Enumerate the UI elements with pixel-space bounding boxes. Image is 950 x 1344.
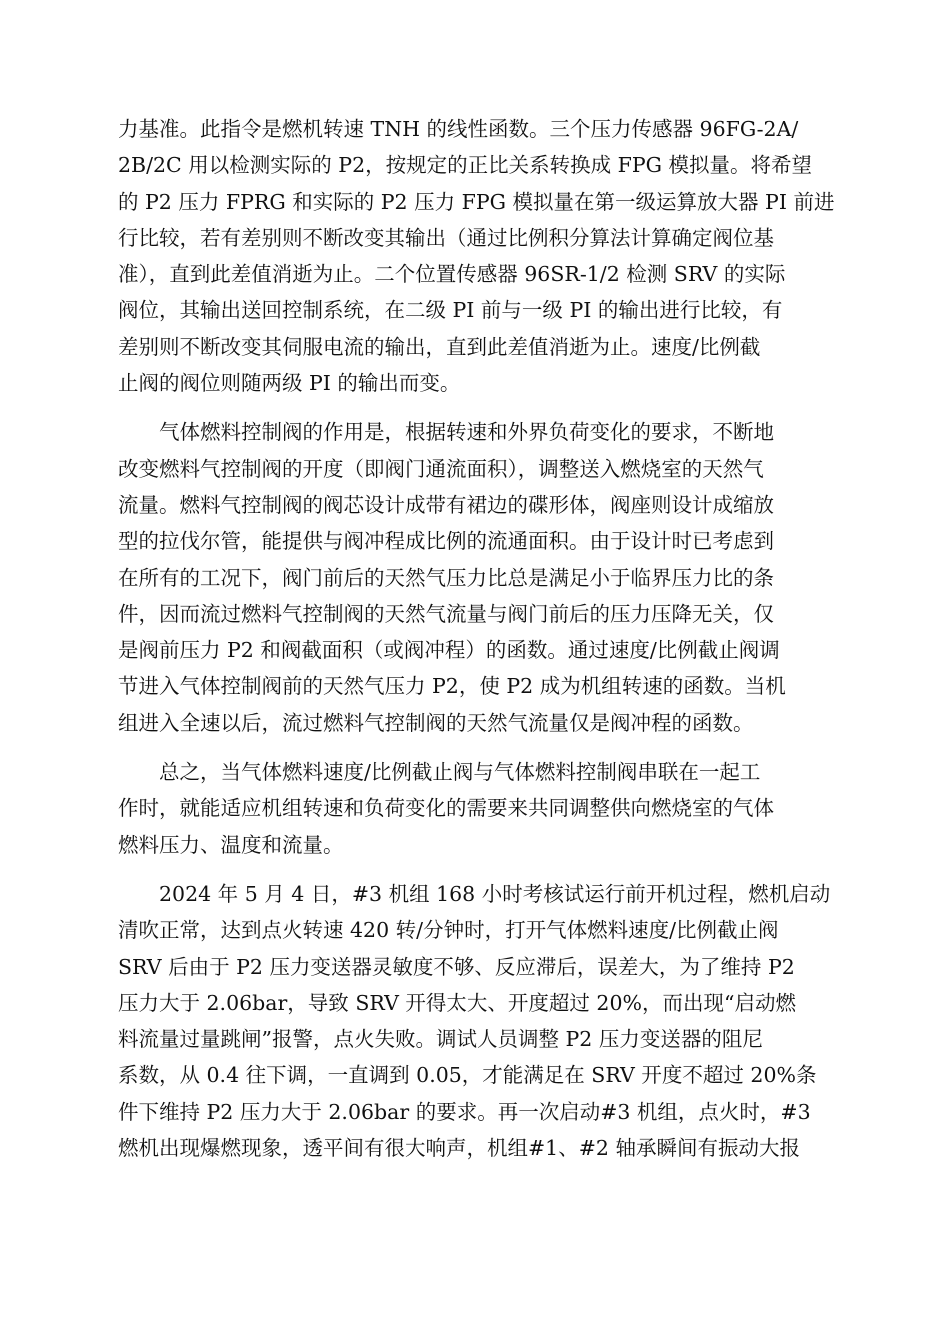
text-line: 阀位，其输出送回控制系统，在二级 PI 前与一级 PI 的输出进行比较，有 [118,298,783,323]
text-line: 准），直到此差值消逝为止。二个位置传感器 96SR-1/2 检测 SRV 的实际 [118,262,786,287]
text-line: 在所有的工况下，阀门前后的天然气压力比总是满足小于临界压力比的条 [118,565,774,590]
text-line: 组进入全速以后，流过燃料气控制阀的天然气流量仅是阀冲程的函数。 [118,710,754,735]
document-page [118,111,836,1166]
text-line: 是阀前压力 P2 和阀截面积（或阀冲程）的函数。通过速度/比例截止阀调 [118,638,780,663]
text-line: 件，因而流过燃料气控制阀的天然气流量与阀门前后的压力压降无关，仅 [118,601,774,626]
text-line: 总之，当气体燃料速度/比例截止阀与气体燃料控制阀串联在一起工 [159,760,761,785]
text-line: 系数，从 0.4 往下调，一直调到 0.05，才能满足在 SRV 开度不超过 20%条 [118,1063,817,1088]
text-line: 清吹正常，达到点火转速 420 转/分钟时，打开气体燃料速度/比例截止阀 [118,918,779,943]
text-line: 改变燃料气控制阀的开度（即阀门通流面积），调整送入燃烧室的天然气 [118,456,764,481]
text-line: 止阀的阀位则随两级 PI 的输出而变。 [118,371,461,396]
text-line: 作时，就能适应机组转速和负荷变化的需要来共同调整供向燃烧室的气体 [118,796,774,821]
paragraph-summary [118,754,836,863]
text-line: 压力大于 2.06bar，导致 SRV 开得太大、开度超过 20%，而出现“启动燃 [118,990,796,1015]
text-line: 型的拉伐尔管，能提供与阀冲程成比例的流通面积。由于设计时已考虑到 [118,529,774,554]
text-line: 节进入气体控制阀前的天然气压力 P2，使 P2 成为机组转速的函数。当机 [118,674,786,699]
paragraph-gas-control-valve [118,414,836,741]
text-line: 2B/2C 用以检测实际的 P2，按规定的正比关系转换成 FPG 模拟量。将希望 [118,153,813,178]
text-line: SRV 后由于 P2 压力变送器灵敏度不够、反应滞后，误差大，为了维持 P2 [118,954,795,979]
text-line: 燃料压力、温度和流量。 [118,832,344,857]
paragraph-p2-pressure-control [118,111,836,401]
text-line: 件下维持 P2 压力大于 2.06bar 的要求。再一次启动#3 机组，点火时，#3 [118,1099,811,1124]
paragraph-incident-report [118,876,836,1166]
text-line: 料流量过量跳闸”报警，点火失败。调试人员调整 P2 压力变送器的阻尼 [118,1027,763,1052]
text-line: 力基准。此指令是燃机转速 TNH 的线性函数。三个压力传感器 96FG-2A/ [118,117,799,141]
text-line: 差别则不断改变其伺服电流的输出，直到此差值消逝为止。速度/比例截 [118,334,761,359]
text-line: 2024 年 5 月 4 日，#3 机组 168 小时考核试运行前开机过程，燃机启动 [159,881,831,906]
text-line: 燃机出现爆燃现象，透平间有很大响声，机组#1、#2 轴承瞬间有振动大报 [118,1136,800,1161]
text-line: 气体燃料控制阀的作用是，根据转速和外界负荷变化的要求，不断地 [159,420,774,445]
text-line: 的 P2 压力 FPRG 和实际的 P2 压力 FPG 模拟量在第一级运算放大器 PI 前进 [118,189,835,214]
text-line: 行比较，若有差别则不断改变其输出（通过比例积分算法计算确定阀位基 [118,225,774,250]
text-line: 流量。燃料气控制阀的阀芯设计成带有裙边的碟形体，阀座则设计成缩放 [118,492,774,517]
